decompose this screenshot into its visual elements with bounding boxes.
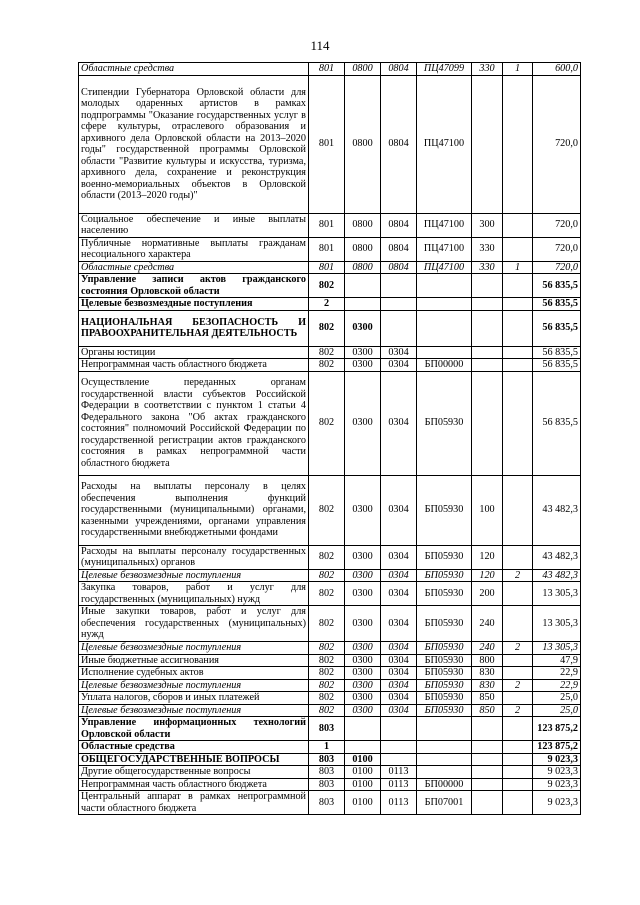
row-name-cell: Центральный аппарат в рамках непрограммной части областного бюджета	[79, 791, 309, 815]
row-name-cell: Управление информационных технологий Орловской области	[79, 717, 309, 741]
table-row	[79, 298, 581, 311]
table-row	[79, 642, 581, 655]
amount-cell: 22,9	[533, 667, 581, 680]
source-code-cell	[503, 606, 533, 642]
section-code-cell: 0300	[345, 346, 381, 359]
amount-cell: 720,0	[533, 237, 581, 261]
expense-type-cell	[472, 766, 503, 779]
subsection-code-cell: 0304	[381, 475, 417, 545]
table-row	[79, 545, 581, 569]
table-row	[79, 569, 581, 582]
table-row	[79, 717, 581, 741]
table-row	[79, 791, 581, 815]
target-article-cell: ПЦ47100	[417, 75, 472, 213]
target-article-cell	[417, 298, 472, 311]
source-code-cell	[503, 717, 533, 741]
section-code-cell: 0800	[345, 237, 381, 261]
section-code-cell: 0300	[345, 642, 381, 655]
row-name-cell: Стипендии Губернатора Орловской области для молодых одаренных артистов в рамках подпрограммы "Оказание государственных услуг в сфере культуры, отраслевого образования и архивного дела Орловской области на 2013–2020 годы" государственной программы Орловской области "Развитие культуры и искусства, туризма, архивного дела, сохранение и реконструкция военно-мемориальных объектов в Орловской области (2013–2020 годы)"	[79, 75, 309, 213]
section-code-cell: 0300	[345, 310, 381, 346]
target-article-cell: БП05930	[417, 654, 472, 667]
section-code-cell: 0300	[345, 545, 381, 569]
amount-cell: 56 835,5	[533, 359, 581, 372]
subsection-code-cell	[381, 717, 417, 741]
row-name-cell: Областные средства	[79, 261, 309, 274]
amount-cell: 9 023,3	[533, 766, 581, 779]
subsection-code-cell: 0304	[381, 704, 417, 717]
row-name-cell: Управление записи актов гражданского состояния Орловской области	[79, 274, 309, 298]
row-name-cell: Непрограммная часть областного бюджета	[79, 359, 309, 372]
table-row	[79, 753, 581, 766]
target-article-cell: БП05930	[417, 642, 472, 655]
table-row	[79, 667, 581, 680]
target-article-cell	[417, 310, 472, 346]
section-code-cell: 0800	[345, 213, 381, 237]
subsection-code-cell	[381, 753, 417, 766]
section-code-cell	[345, 274, 381, 298]
target-article-cell	[417, 717, 472, 741]
expense-type-cell	[472, 753, 503, 766]
source-code-cell	[503, 75, 533, 213]
amount-cell: 22,9	[533, 679, 581, 692]
row-name-cell: ОБЩЕГОСУДАРСТВЕННЫЕ ВОПРОСЫ	[79, 753, 309, 766]
row-name-cell: Социальное обеспечение и иные выплаты населению	[79, 213, 309, 237]
admin-code-cell: 802	[309, 679, 345, 692]
section-code-cell: 0300	[345, 606, 381, 642]
source-code-cell	[503, 741, 533, 754]
row-name-cell: Исполнение судебных актов	[79, 667, 309, 680]
section-code-cell	[345, 741, 381, 754]
expense-type-cell	[472, 75, 503, 213]
target-article-cell: БП05930	[417, 704, 472, 717]
amount-cell: 43 482,3	[533, 545, 581, 569]
amount-cell: 13 305,3	[533, 606, 581, 642]
row-name-cell: Целевые безвозмездные поступления	[79, 704, 309, 717]
admin-code-cell: 803	[309, 753, 345, 766]
table-body	[79, 63, 581, 815]
section-code-cell: 0300	[345, 582, 381, 606]
admin-code-cell: 801	[309, 237, 345, 261]
source-code-cell	[503, 667, 533, 680]
source-code-cell	[503, 213, 533, 237]
amount-cell: 600,0	[533, 63, 581, 76]
expense-type-cell	[472, 778, 503, 791]
table-row	[79, 582, 581, 606]
expense-type-cell	[472, 310, 503, 346]
source-code-cell	[503, 545, 533, 569]
subsection-code-cell: 0304	[381, 582, 417, 606]
subsection-code-cell: 0304	[381, 371, 417, 475]
admin-code-cell: 801	[309, 63, 345, 76]
amount-cell: 56 835,5	[533, 274, 581, 298]
target-article-cell: ПЦ47100	[417, 261, 472, 274]
source-code-cell	[503, 237, 533, 261]
table-row	[79, 213, 581, 237]
expense-type-cell: 330	[472, 237, 503, 261]
expense-type-cell: 830	[472, 667, 503, 680]
table-row	[79, 741, 581, 754]
subsection-code-cell: 0304	[381, 654, 417, 667]
admin-code-cell: 802	[309, 667, 345, 680]
target-article-cell: БП05930	[417, 679, 472, 692]
expense-type-cell	[472, 717, 503, 741]
section-code-cell: 0300	[345, 371, 381, 475]
section-code-cell: 0300	[345, 704, 381, 717]
subsection-code-cell: 0113	[381, 791, 417, 815]
subsection-code-cell: 0113	[381, 778, 417, 791]
row-name-cell: Осуществление переданных органам государственной власти субъектов Российской Федерации в соответствии с пунктом 1 статьи 4 Федерального закона "Об актах гражданского состояния" полномочий Российской Федерации по государственной регистрации актов гражданского состояния в рамках непрограммной части областного бюджета	[79, 371, 309, 475]
amount-cell: 720,0	[533, 213, 581, 237]
expense-type-cell: 240	[472, 642, 503, 655]
subsection-code-cell: 0804	[381, 75, 417, 213]
amount-cell: 9 023,3	[533, 791, 581, 815]
row-name-cell: Уплата налогов, сборов и иных платежей	[79, 692, 309, 705]
target-article-cell	[417, 741, 472, 754]
section-code-cell: 0300	[345, 679, 381, 692]
subsection-code-cell	[381, 274, 417, 298]
amount-cell: 13 305,3	[533, 582, 581, 606]
section-code-cell: 0100	[345, 791, 381, 815]
source-code-cell	[503, 582, 533, 606]
target-article-cell: БП00000	[417, 359, 472, 372]
expense-type-cell	[472, 298, 503, 311]
section-code-cell: 0300	[345, 569, 381, 582]
subsection-code-cell: 0304	[381, 667, 417, 680]
section-code-cell: 0100	[345, 766, 381, 779]
admin-code-cell: 802	[309, 545, 345, 569]
source-code-cell: 2	[503, 679, 533, 692]
row-name-cell: Иные закупки товаров, работ и услуг для обеспечения государственных (муниципальных) нужд	[79, 606, 309, 642]
expense-type-cell: 200	[472, 582, 503, 606]
table-row	[79, 63, 581, 76]
subsection-code-cell: 0804	[381, 261, 417, 274]
table-row	[79, 237, 581, 261]
amount-cell: 43 482,3	[533, 569, 581, 582]
amount-cell: 56 835,5	[533, 310, 581, 346]
source-code-cell	[503, 753, 533, 766]
expense-type-cell: 120	[472, 569, 503, 582]
target-article-cell	[417, 274, 472, 298]
source-code-cell	[503, 359, 533, 372]
row-name-cell: Областные средства	[79, 741, 309, 754]
amount-cell: 720,0	[533, 75, 581, 213]
amount-cell: 47,9	[533, 654, 581, 667]
admin-code-cell: 802	[309, 582, 345, 606]
row-name-cell: Закупка товаров, работ и услуг для государственных (муниципальных) нужд	[79, 582, 309, 606]
target-article-cell: БП05930	[417, 545, 472, 569]
subsection-code-cell: 0304	[381, 606, 417, 642]
target-article-cell: ПЦ47100	[417, 213, 472, 237]
subsection-code-cell: 0304	[381, 679, 417, 692]
amount-cell: 56 835,5	[533, 371, 581, 475]
amount-cell: 25,0	[533, 704, 581, 717]
table-row	[79, 346, 581, 359]
admin-code-cell: 1	[309, 741, 345, 754]
table-row	[79, 359, 581, 372]
admin-code-cell: 802	[309, 642, 345, 655]
admin-code-cell: 802	[309, 654, 345, 667]
source-code-cell: 1	[503, 261, 533, 274]
section-code-cell: 0800	[345, 261, 381, 274]
section-code-cell: 0300	[345, 654, 381, 667]
target-article-cell: БП05930	[417, 692, 472, 705]
section-code-cell	[345, 717, 381, 741]
admin-code-cell: 802	[309, 310, 345, 346]
amount-cell: 9 023,3	[533, 778, 581, 791]
admin-code-cell: 803	[309, 717, 345, 741]
section-code-cell: 0800	[345, 63, 381, 76]
target-article-cell: БП05930	[417, 475, 472, 545]
subsection-code-cell: 0304	[381, 545, 417, 569]
row-name-cell: Другие общегосударственные вопросы	[79, 766, 309, 779]
section-code-cell	[345, 298, 381, 311]
subsection-code-cell: 0804	[381, 237, 417, 261]
table-row	[79, 475, 581, 545]
row-name-cell: Целевые безвозмездные поступления	[79, 298, 309, 311]
source-code-cell	[503, 371, 533, 475]
expense-type-cell: 330	[472, 63, 503, 76]
table-row	[79, 310, 581, 346]
expense-type-cell: 240	[472, 606, 503, 642]
row-name-cell: Органы юстиции	[79, 346, 309, 359]
amount-cell: 25,0	[533, 692, 581, 705]
section-code-cell: 0300	[345, 359, 381, 372]
admin-code-cell: 802	[309, 692, 345, 705]
expense-type-cell: 300	[472, 213, 503, 237]
admin-code-cell: 803	[309, 766, 345, 779]
admin-code-cell: 801	[309, 213, 345, 237]
section-code-cell: 0100	[345, 778, 381, 791]
amount-cell: 56 835,5	[533, 346, 581, 359]
budget-table	[78, 62, 581, 815]
amount-cell: 123 875,2	[533, 717, 581, 741]
subsection-code-cell: 0304	[381, 359, 417, 372]
admin-code-cell: 2	[309, 298, 345, 311]
table-row	[79, 371, 581, 475]
admin-code-cell: 802	[309, 704, 345, 717]
expense-type-cell	[472, 346, 503, 359]
source-code-cell: 1	[503, 63, 533, 76]
row-name-cell: Иные бюджетные ассигнования	[79, 654, 309, 667]
row-name-cell: Расходы на выплаты персоналу государственных (муниципальных) органов	[79, 545, 309, 569]
table-row	[79, 679, 581, 692]
admin-code-cell: 802	[309, 475, 345, 545]
admin-code-cell: 802	[309, 606, 345, 642]
page-number: 114	[310, 38, 330, 53]
subsection-code-cell: 0804	[381, 213, 417, 237]
admin-code-cell: 801	[309, 261, 345, 274]
row-name-cell: НАЦИОНАЛЬНАЯ БЕЗОПАСНОСТЬ И ПРАВООХРАНИТЕЛЬНАЯ ДЕЯТЕЛЬНОСТЬ	[79, 310, 309, 346]
target-article-cell	[417, 753, 472, 766]
subsection-code-cell: 0304	[381, 692, 417, 705]
source-code-cell	[503, 475, 533, 545]
section-code-cell: 0100	[345, 753, 381, 766]
source-code-cell	[503, 791, 533, 815]
source-code-cell	[503, 654, 533, 667]
admin-code-cell: 802	[309, 274, 345, 298]
expense-type-cell	[472, 741, 503, 754]
row-name-cell: Непрограммная часть областного бюджета	[79, 778, 309, 791]
amount-cell: 13 305,3	[533, 642, 581, 655]
admin-code-cell: 802	[309, 359, 345, 372]
row-name-cell: Расходы на выплаты персоналу в целях обеспечения выполнения функций государственными (муниципальными) органами, казенными учреждениями, органами управления государственными внебюджетными фондами	[79, 475, 309, 545]
expense-type-cell: 120	[472, 545, 503, 569]
source-code-cell: 2	[503, 569, 533, 582]
target-article-cell	[417, 346, 472, 359]
source-code-cell: 2	[503, 642, 533, 655]
subsection-code-cell: 0304	[381, 569, 417, 582]
row-name-cell: Целевые безвозмездные поступления	[79, 569, 309, 582]
table-row	[79, 274, 581, 298]
section-code-cell: 0300	[345, 692, 381, 705]
target-article-cell: ПЦ47100	[417, 237, 472, 261]
admin-code-cell: 803	[309, 791, 345, 815]
section-code-cell: 0300	[345, 667, 381, 680]
admin-code-cell: 801	[309, 75, 345, 213]
admin-code-cell: 802	[309, 569, 345, 582]
expense-type-cell: 830	[472, 679, 503, 692]
target-article-cell: ПЦ47099	[417, 63, 472, 76]
table-row	[79, 261, 581, 274]
section-code-cell: 0300	[345, 475, 381, 545]
source-code-cell	[503, 692, 533, 705]
subsection-code-cell: 0804	[381, 63, 417, 76]
expense-type-cell: 100	[472, 475, 503, 545]
expense-type-cell: 330	[472, 261, 503, 274]
target-article-cell: БП05930	[417, 569, 472, 582]
amount-cell: 123 875,2	[533, 741, 581, 754]
amount-cell: 43 482,3	[533, 475, 581, 545]
admin-code-cell: 802	[309, 371, 345, 475]
expense-type-cell	[472, 359, 503, 372]
table-row	[79, 654, 581, 667]
target-article-cell: БП00000	[417, 778, 472, 791]
amount-cell: 9 023,3	[533, 753, 581, 766]
expense-type-cell: 850	[472, 692, 503, 705]
target-article-cell: БП05930	[417, 582, 472, 606]
target-article-cell: БП05930	[417, 667, 472, 680]
table-row	[79, 692, 581, 705]
subsection-code-cell	[381, 741, 417, 754]
table-row	[79, 778, 581, 791]
subsection-code-cell: 0304	[381, 642, 417, 655]
table-row	[79, 704, 581, 717]
row-name-cell: Целевые безвозмездные поступления	[79, 679, 309, 692]
subsection-code-cell	[381, 310, 417, 346]
row-name-cell: Публичные нормативные выплаты гражданам несоциального характера	[79, 237, 309, 261]
source-code-cell: 2	[503, 704, 533, 717]
source-code-cell	[503, 310, 533, 346]
target-article-cell	[417, 766, 472, 779]
table-row	[79, 606, 581, 642]
admin-code-cell: 803	[309, 778, 345, 791]
admin-code-cell: 802	[309, 346, 345, 359]
subsection-code-cell: 0304	[381, 346, 417, 359]
subsection-code-cell	[381, 298, 417, 311]
expense-type-cell	[472, 791, 503, 815]
subsection-code-cell: 0113	[381, 766, 417, 779]
expense-type-cell: 850	[472, 704, 503, 717]
expense-type-cell: 800	[472, 654, 503, 667]
target-article-cell: БП07001	[417, 791, 472, 815]
source-code-cell	[503, 346, 533, 359]
target-article-cell: БП05930	[417, 371, 472, 475]
row-name-cell: Областные средства	[79, 63, 309, 76]
expense-type-cell	[472, 371, 503, 475]
target-article-cell: БП05930	[417, 606, 472, 642]
row-name-cell: Целевые безвозмездные поступления	[79, 642, 309, 655]
source-code-cell	[503, 274, 533, 298]
section-code-cell: 0800	[345, 75, 381, 213]
source-code-cell	[503, 298, 533, 311]
amount-cell: 720,0	[533, 261, 581, 274]
table-row	[79, 75, 581, 213]
amount-cell: 56 835,5	[533, 298, 581, 311]
table-row	[79, 766, 581, 779]
source-code-cell	[503, 766, 533, 779]
source-code-cell	[503, 778, 533, 791]
expense-type-cell	[472, 274, 503, 298]
